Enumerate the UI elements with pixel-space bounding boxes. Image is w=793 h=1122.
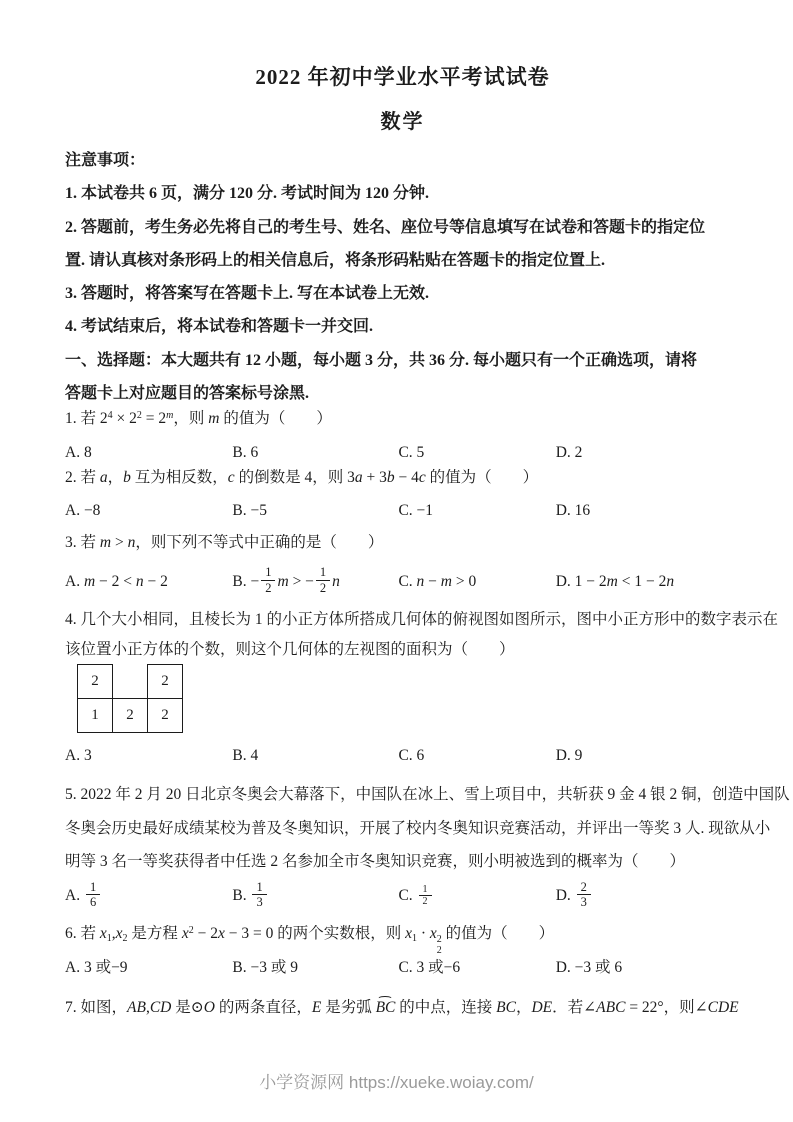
section-heading-line-1: 一、选择题：本大题共有 12 小题，每小题 3 分，共 36 分. 每小题只有一个正确选项，请将 <box>65 351 698 369</box>
question-4 <box>65 603 779 773</box>
question-1-option-d: D. 2 <box>555 443 583 461</box>
question-2-option-a: A. −8 <box>65 502 101 520</box>
grid-cell-empty <box>112 664 148 699</box>
notice-line-2b: 置. 请认真核对条形码上的相关信息后，将条形码粘贴在答题卡的指定位置上. <box>65 251 606 269</box>
question-5-stem-line-1: 5. 2022 年 2 月 20 日北京冬奥会大幕落下，中国队在冰上、雪上项目中，共斩获 9 金 4 银 2 铜，创造中国队 <box>65 786 790 804</box>
question-1-stem: 1. 若 $2^4 \times 2^2 = 2^m$，则 m 的值为（ ） <box>65 410 332 428</box>
question-3-option-d: D. 1 − 2m < 1 − 2n <box>555 572 675 590</box>
notice-section <box>65 144 740 344</box>
watermark-footer <box>0 1066 793 1100</box>
top-view-grid-figure <box>77 664 183 733</box>
exam-subject: 数学 <box>380 111 425 133</box>
grid-cell: 2 <box>147 664 183 699</box>
question-5-options <box>65 874 740 918</box>
question-4-option-c: C. 6 <box>398 747 425 765</box>
question-3 <box>65 526 740 605</box>
notice-heading: 注意事项： <box>65 152 146 169</box>
question-2-options <box>65 494 740 527</box>
question-6-options <box>65 951 740 984</box>
question-6-option-c: C. 3 或−6 <box>398 958 461 976</box>
question-3-option-b: B. − $\frac{1}{2}$ m > − $\frac{1}{2}$ n <box>232 565 340 595</box>
grid-cell: 2 <box>112 698 148 733</box>
question-1-option-b: B. 6 <box>232 443 259 461</box>
question-6-stem: 6. 若 $x_1,x_2$ 是方程 $x^2 - 2x - 3 = 0$ 的两个实数根，则 $x_1 \cdot x$ 2 2 的值为（ ） <box>65 925 555 956</box>
question-2-option-c: C. −1 <box>398 502 434 520</box>
grid-row-top <box>77 664 183 699</box>
section-one-heading <box>65 344 740 411</box>
question-5-option-a: A. $\frac{1}{6}$ <box>65 874 232 918</box>
notice-line-1: 1. 本试卷共 6 页，满分 120 分. 考试时间为 120 分钟. <box>65 185 430 203</box>
question-7-stem: 7. 如图，AB,CD 是⊙O 的两条直径，E 是劣弧 ⌢ BC 的中点，连接 BC，DE．若∠ABC = 22°，则∠CDE <box>65 991 740 1024</box>
question-5-option-d: D. $\frac{2}{3}$ <box>556 874 740 918</box>
exam-title: 2022 年初中学业水平考试试卷 <box>255 65 550 89</box>
notice-line-2a: 2. 答题前，考生务必先将自己的考生号、姓名、座位号等信息填写在试卷和答题卡的指定位 <box>65 218 706 236</box>
question-3-option-c: C. n − m > 0 <box>398 572 477 590</box>
question-1-option-a: A. 8 <box>65 443 92 461</box>
question-7 <box>65 991 740 1024</box>
question-5 <box>65 778 790 918</box>
question-1 <box>65 402 740 469</box>
grid-cell: 2 <box>147 698 183 733</box>
question-3-option-a: A. m − 2 < n − 2 <box>65 572 168 590</box>
question-3-stem: 3. 若 m > n，则下列不等式中正确的是（ ） <box>65 533 384 551</box>
watermark-text: 小学资源网 https://xueke.woiay.com/ <box>259 1073 534 1092</box>
question-6-option-d: D. −3 或 6 <box>555 958 623 976</box>
question-1-option-c: C. 5 <box>398 443 425 461</box>
grid-cell: 2 <box>77 664 113 699</box>
grid-cell: 1 <box>77 698 113 733</box>
question-2-option-d: D. 16 <box>555 502 591 520</box>
question-5-option-c: C. $\frac{1}{2}$ <box>398 874 555 918</box>
question-2-option-b: B. −5 <box>232 502 267 520</box>
question-4-stem-line-2: 该位置小正方体的个数，则这个几何体的左视图的面积为（ ） <box>65 641 515 659</box>
question-6-option-b: B. −3 或 9 <box>232 958 298 976</box>
question-4-option-a: A. 3 <box>65 747 92 765</box>
question-5-stem-line-3: 明等 3 名一等奖获得者中任选 2 名参加全市冬奥知识竞赛，则小明被选到的概率为（ ） <box>65 853 686 871</box>
grid-row-bottom <box>77 698 183 733</box>
question-3-options <box>65 559 740 605</box>
notice-line-4: 4. 考试结束后，将本试卷和答题卡一并交回. <box>65 318 374 336</box>
question-2-stem: 2. 若 a，b 互为相反数，c 的倒数是 4，则 3a + 3b − 4c 的值为（ ） <box>65 468 539 486</box>
question-2 <box>65 461 740 528</box>
question-6 <box>65 917 740 984</box>
question-5-stem-line-2: 冬奥会历史最好成绩某校为普及冬奥知识，开展了校内冬奥知识竞赛活动，并评出一等奖 3 人. 现欲从小 <box>65 819 771 837</box>
question-4-stem-line-1: 4. 几个大小相同，且棱长为 1 的小正方体所搭成几何体的俯视图如图所示，图中小正方形中的数字表示在 <box>65 610 779 628</box>
question-5-option-b: B. $\frac{1}{3}$ <box>232 874 398 918</box>
section-heading-line-2: 答题卡上对应题目的答案标号涂黑. <box>65 385 310 403</box>
question-6-option-a: A. 3 或−9 <box>65 958 128 976</box>
notice-line-3: 3. 答题时，将答案写在答题卡上. 写在本试卷上无效. <box>65 285 430 303</box>
question-4-option-d: D. 9 <box>555 747 583 765</box>
question-4-options <box>65 739 740 772</box>
question-4-option-b: B. 4 <box>232 747 259 765</box>
